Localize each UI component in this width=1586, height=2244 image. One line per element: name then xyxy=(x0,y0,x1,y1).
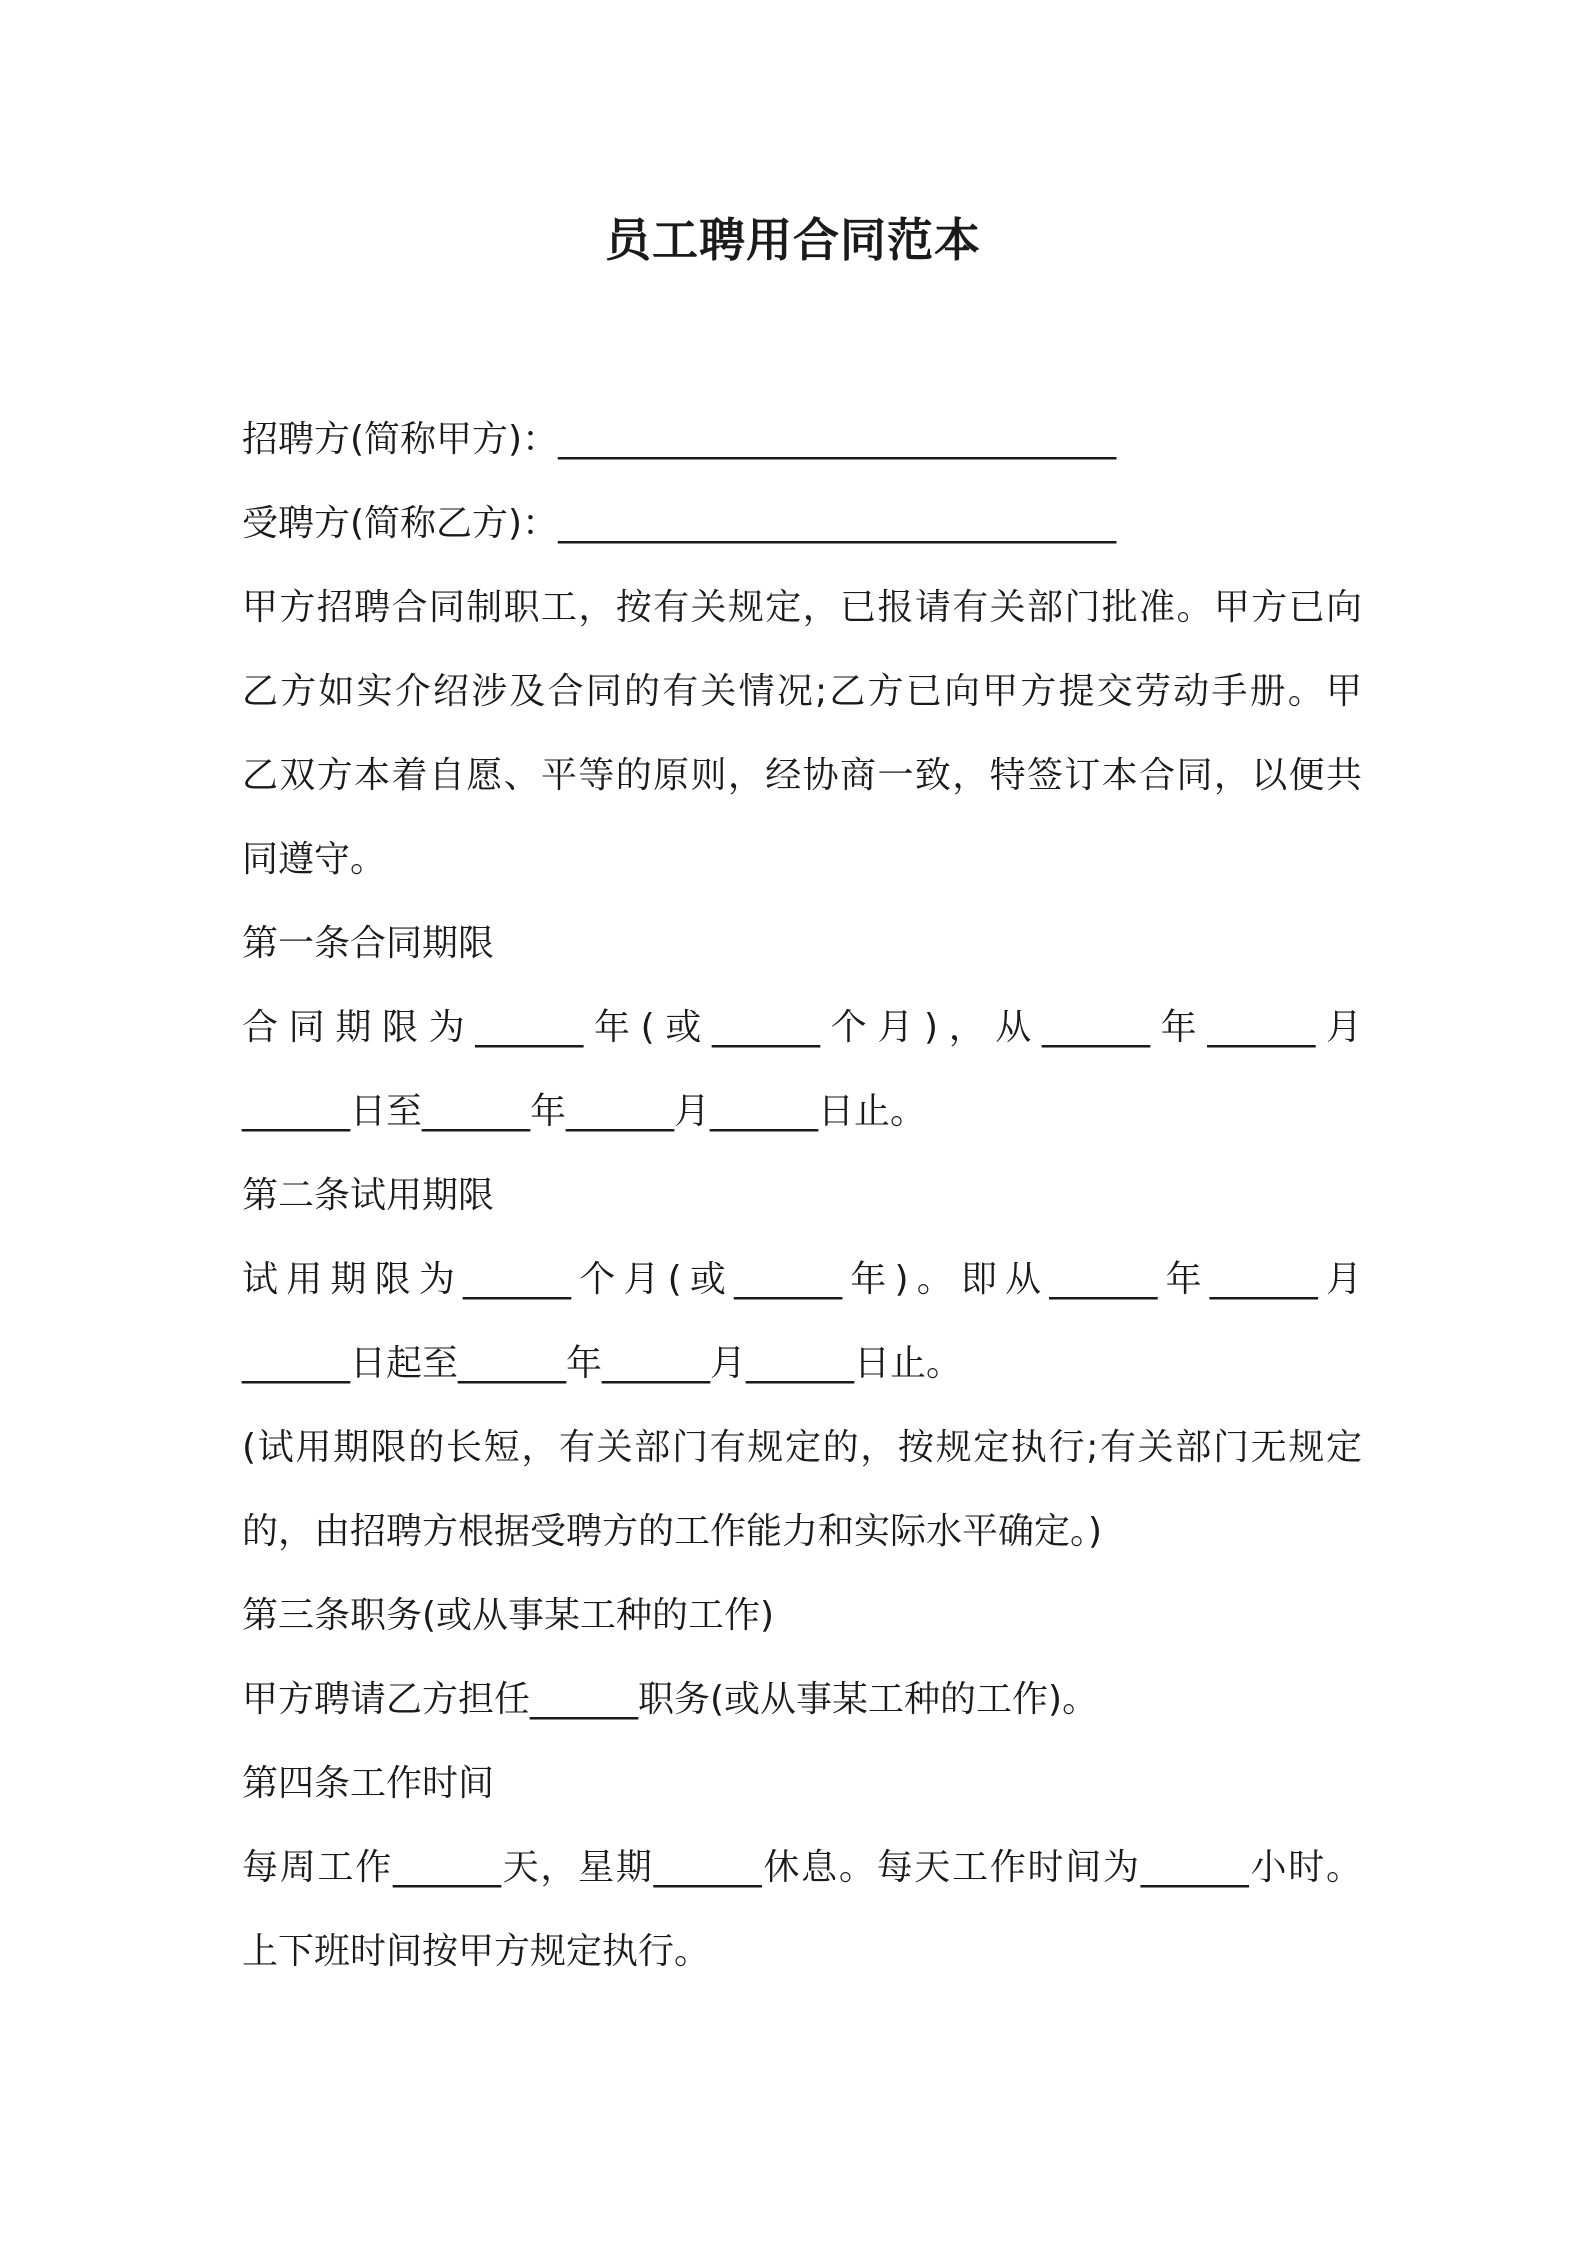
article-2-heading: 第二条试用期限 xyxy=(242,1175,495,1216)
preamble-line-4: 同遵守。 xyxy=(242,839,387,880)
article-2-note-line-1: (试用期限的长短，有关部门有规定的，按规定执行;有关部门无规定 xyxy=(242,1427,1362,1468)
article-4-line-2: 上下班时间按甲方规定执行。 xyxy=(242,1931,711,1972)
article-2-line-1: 试用期限为______个月(或______年)。即从______年______月 xyxy=(242,1259,1362,1300)
party-b-line: 受聘方(简称乙方)：_______________________________ xyxy=(242,503,1117,544)
article-1-heading: 第一条合同期限 xyxy=(242,923,495,964)
preamble-line-1: 甲方招聘合同制职工，按有关规定，已报请有关部门批准。甲方已向 xyxy=(242,587,1362,628)
article-3-heading: 第三条职务(或从事某工种的工作) xyxy=(242,1595,775,1636)
article-3-line-1: 甲方聘请乙方担任______职务(或从事某工种的工作)。 xyxy=(242,1679,1099,1720)
article-2-note-line-2: 的，由招聘方根据受聘方的工作能力和实际水平确定。) xyxy=(242,1511,1103,1552)
article-1-line-2: ______日至______年______月______日止。 xyxy=(242,1091,927,1132)
preamble-line-2: 乙方如实介绍涉及合同的有关情况;乙方已向甲方提交劳动手册。甲 xyxy=(242,671,1362,712)
preamble-line-3: 乙双方本着自愿、平等的原则，经协商一致，特签订本合同，以便共 xyxy=(242,755,1362,796)
party-a-line: 招聘方(简称甲方)：_______________________________ xyxy=(242,419,1117,460)
document-title: 员工聘用合同范本 xyxy=(605,213,981,267)
article-1-line-1: 合同期限为______年(或______个月)，从______年______月 xyxy=(242,1007,1362,1048)
article-4-heading: 第四条工作时间 xyxy=(242,1763,495,1804)
article-2-line-2: ______日起至______年______月______日止。 xyxy=(242,1343,963,1384)
article-4-line-1: 每周工作______天，星期______休息。每天工作时间为______小时。 xyxy=(242,1847,1362,1888)
document-body xyxy=(242,398,1362,1994)
